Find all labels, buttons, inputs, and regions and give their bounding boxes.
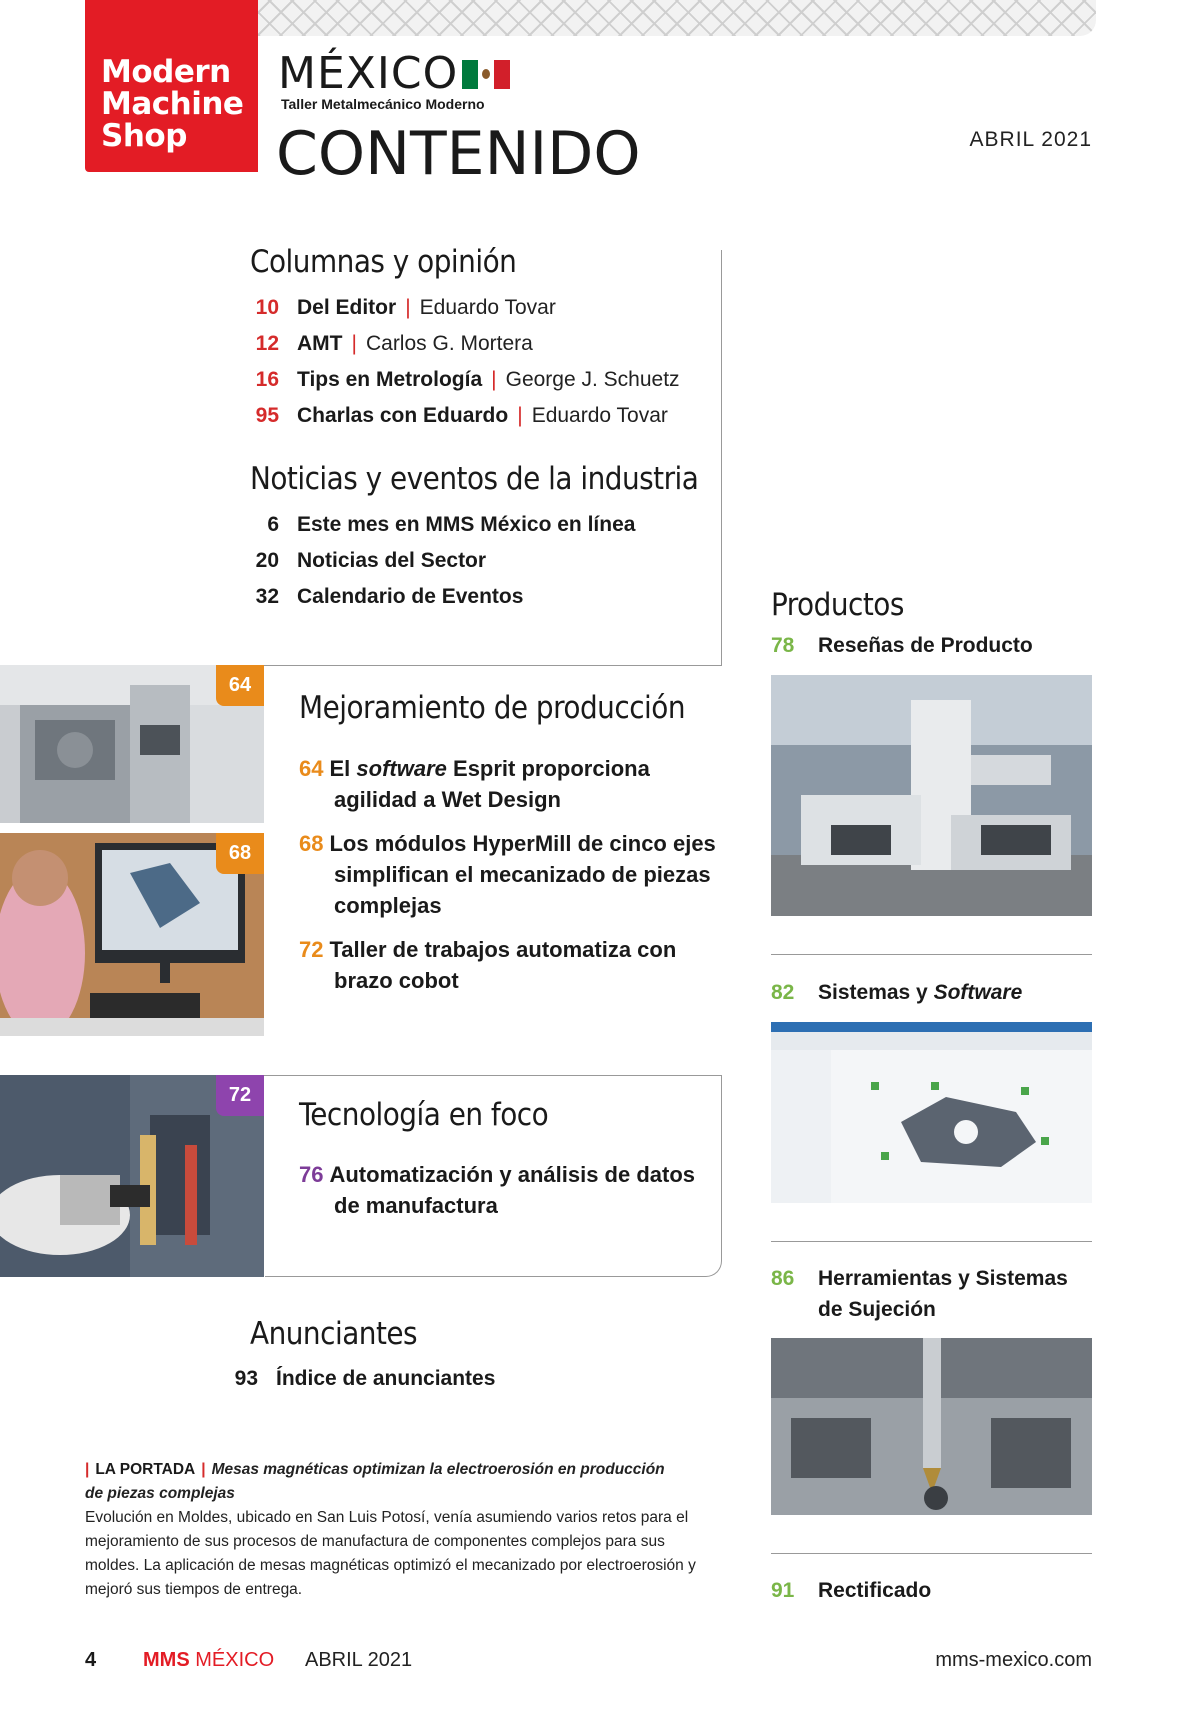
logo-line-1: Modern	[101, 54, 231, 90]
separator-bar-icon: |	[517, 404, 523, 427]
cover-story[interactable]	[85, 1458, 705, 1602]
section-title-columnas: Columnas y opinión	[250, 244, 517, 280]
product-page-number: 82	[771, 981, 795, 1004]
feature-item[interactable]	[299, 828, 716, 921]
toc-item-title: Calendario de Eventos	[297, 585, 524, 608]
feature-page-number: 72	[299, 937, 324, 962]
issue-date: ABRIL 2021	[969, 128, 1092, 151]
product-page-number: 78	[771, 634, 795, 657]
logo-line-3: Shop	[101, 118, 187, 154]
footer-url[interactable]: mms-mexico.com	[935, 1649, 1092, 1671]
toc-item-author: Eduardo Tovar	[419, 296, 556, 319]
section-title-mejoramiento: Mejoramiento de producción	[299, 690, 686, 726]
cover-headline	[85, 1458, 705, 1482]
tag-bar-icon: |	[85, 1461, 90, 1478]
page-badge: 72	[216, 1075, 264, 1116]
toc-page-number: 20	[255, 549, 279, 572]
toc-item-title: AMT	[297, 332, 343, 355]
section-divider	[771, 954, 1092, 955]
feature-title-line: Los módulos HyperMill de cinco ejes	[329, 831, 716, 856]
toc-page-number: 10	[255, 296, 279, 319]
separator-bar-icon: |	[491, 368, 497, 391]
drill-workholding-photo[interactable]	[771, 1338, 1092, 1515]
cover-body: Evolución en Moldes, ubicado en San Luis Potosí, venía asumiendo varios retos para el mejoramiento de sus procesos de manufactura de componentes complejos para sus moldes. La aplicación de mesas magnéticas optimizó el mecanizado por electroerosión y mejoró sus tiempos de entrega.	[85, 1509, 696, 1598]
feature-item[interactable]	[299, 753, 650, 815]
page-badge: 64	[216, 665, 264, 706]
toc-item-title: Noticias del Sector	[297, 549, 487, 572]
feature-item[interactable]	[299, 1159, 695, 1221]
toc-page-number: 16	[255, 368, 279, 391]
section-title-productos: Productos	[771, 587, 904, 623]
header-pattern-band	[258, 0, 1096, 36]
feature-title-line: Taller de trabajos automatiza con	[329, 937, 677, 962]
feature-title-part: El	[329, 756, 351, 781]
product-title-italic: Software	[933, 981, 1023, 1004]
tag-bar-icon: |	[201, 1461, 206, 1478]
toc-item-author: Carlos G. Mortera	[365, 332, 533, 355]
feature-title-italic: software	[356, 756, 447, 781]
product-page-number: 86	[771, 1267, 795, 1290]
product-item[interactable]	[771, 977, 1022, 1008]
separator-bar-icon: |	[405, 296, 411, 319]
feature-title-line: complejas	[334, 893, 442, 918]
toc-page-number: 12	[255, 332, 279, 355]
cad-software-screenshot[interactable]	[771, 1022, 1092, 1203]
section-divider-vertical	[721, 250, 722, 665]
product-title	[818, 977, 1022, 1008]
product-item[interactable]	[771, 1575, 931, 1606]
section-divider	[771, 1241, 1092, 1242]
feature-item[interactable]	[299, 934, 676, 996]
product-item[interactable]	[771, 1263, 1068, 1294]
footer-brand-edition: MÉXICO	[195, 1649, 275, 1671]
toc-page-number: 6	[267, 513, 279, 536]
toc-item-title: Del Editor	[297, 296, 397, 319]
feature-page-number: 76	[299, 1162, 324, 1187]
toc-page-number: 95	[255, 404, 279, 427]
page-badge: 68	[216, 833, 264, 874]
toc-item[interactable]	[214, 1365, 495, 1393]
feature-title-line: Automatización y análisis de datos	[329, 1162, 696, 1187]
product-title-part: Sistemas y	[818, 981, 928, 1004]
toc-item-title: Este mes en MMS México en línea	[297, 513, 636, 536]
feature-title-part: Esprit proporciona	[453, 756, 650, 781]
cover-headline-line2: de piezas complejas	[85, 1485, 235, 1502]
product-title-line2: de Sujeción	[818, 1298, 936, 1321]
toc-item[interactable]	[242, 294, 556, 322]
toc-page-number: 93	[234, 1367, 258, 1390]
toc-item-author: Eduardo Tovar	[531, 404, 668, 427]
toc-item-title: Charlas con Eduardo	[297, 404, 509, 427]
cover-label: LA PORTADA	[95, 1461, 196, 1478]
toc-item[interactable]	[242, 366, 680, 394]
toc-item-author: George J. Schuetz	[505, 368, 680, 391]
product-page-number: 91	[771, 1579, 795, 1602]
page-title: CONTENIDO	[276, 119, 641, 189]
toc-item[interactable]	[242, 330, 533, 358]
product-title: Herramientas y Sistemas	[818, 1267, 1068, 1290]
logo-line-2: Machine	[101, 86, 244, 122]
toc-item[interactable]	[242, 547, 486, 575]
product-title: Reseñas de Producto	[818, 634, 1033, 657]
footer-date: ABRIL 2021	[305, 1649, 413, 1671]
toc-page-number: 32	[255, 585, 279, 608]
section-title-anunciantes: Anunciantes	[250, 1316, 418, 1352]
product-item[interactable]	[771, 630, 1033, 661]
feature-page-number: 68	[299, 831, 324, 856]
feature-title-line: de manufactura	[334, 1193, 498, 1218]
cover-headline-line1: Mesas magnéticas optimizan la electroerosión en producción	[211, 1461, 665, 1478]
edition-label: MÉXICO	[278, 48, 459, 99]
toc-item-title: Tips en Metrología	[297, 368, 483, 391]
feature-page-number: 64	[299, 756, 324, 781]
boring-mill-photo[interactable]	[771, 675, 1092, 916]
feature-title-line: simplifican el mecanizado de piezas	[334, 862, 711, 887]
toc-item[interactable]	[242, 511, 635, 539]
feature-title-line: agilidad a Wet Design	[334, 787, 561, 812]
footer-brand	[143, 1648, 274, 1672]
separator-bar-icon: |	[351, 332, 357, 355]
section-divider	[771, 1553, 1092, 1554]
footer-brand-mms: MMS	[143, 1649, 190, 1671]
footer-page-number: 4	[85, 1649, 97, 1671]
section-title-tecnologia: Tecnología en foco	[299, 1097, 549, 1133]
product-title: Rectificado	[818, 1579, 932, 1602]
mexico-flag-icon	[462, 60, 510, 89]
toc-item-title: Índice de anunciantes	[276, 1367, 496, 1390]
magazine-subtitle: Taller Metalmecánico Moderno	[281, 96, 485, 112]
toc-item[interactable]	[242, 583, 523, 611]
feature-title-line: brazo cobot	[334, 968, 459, 993]
modern-machine-shop-logo[interactable]	[85, 0, 258, 172]
toc-item[interactable]	[242, 402, 668, 430]
section-title-noticias: Noticias y eventos de la industria	[250, 461, 699, 497]
